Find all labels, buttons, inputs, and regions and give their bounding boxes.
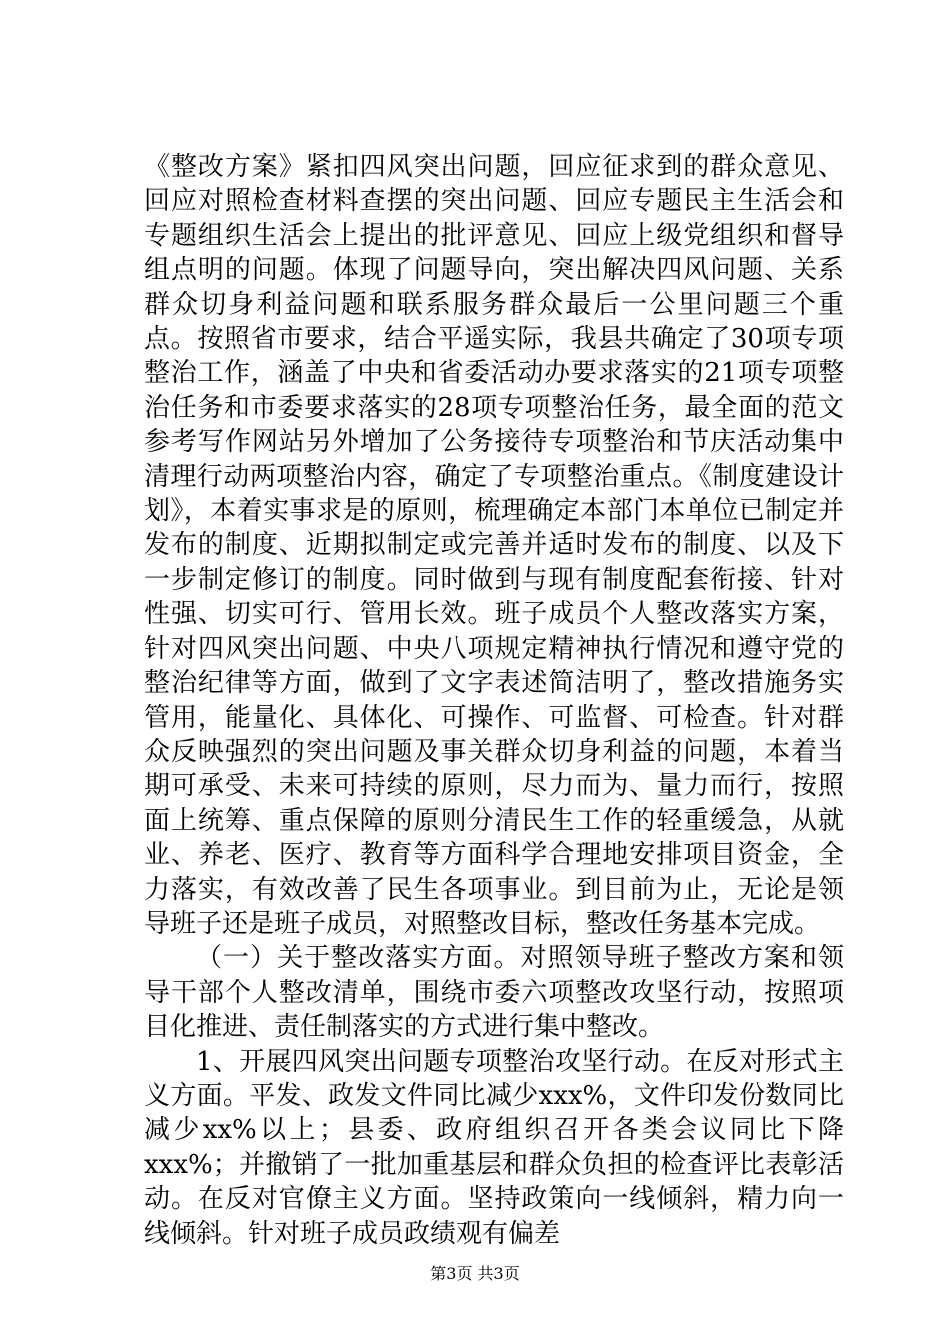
paragraph-rectification-section: （一）关于整改落实方面。对照领导班子整改方案和领导干部个人整改清单，围绕市委六项整改攻坚行动，按照项目化推进、责任制落实的方式进行集中整改。 (144, 943, 844, 1043)
paragraph-four-winds-action: 1、开展四风突出问题专项整治攻坚行动。在反对形式主义方面。平发、政发文件同比减少xxx%，文件印发份数同比减少xx%以上；县委、政府组织召开各类会议同比下降xxx%；并撤销了一批加重基层和群众负担的检查评比表彰活动。在反对官僚主义方面。坚持政策向一线倾斜，精力向一线倾斜。针对班子成员政绩观有偏差 (144, 1046, 844, 1249)
paragraph-plan-summary: 《整改方案》紧扣四风突出问题，回应征求到的群众意见、回应对照检查材料查摆的突出问题、回应专题民主生活会和专题组织生活会上提出的批评意见、回应上级党组织和督导组点明的问题。体现了问题导向，突出解决四风问题、关系群众切身利益问题和联系服务群众最后一公里问题三个重点。按照省市要求，结合平遥实际，我县共确定了30项专项整治工作，涵盖了中央和省委活动办要求落实的21项专项整治任务和市委要求落实的28项专项整治任务，最全面的范文参考写作网站另外增加了公务接待专项整治和节庆活动集中清理行动两项整治内容，确定了专项整治重点。《制度建设计划》，本着实事求是的原则，梳理确定本部门本单位已制定并发布的制度、近期拟制定或完善并适时发布的制度、以及下一步制定修订的制度。同时做到与现有制度配套衔接、针对性强、切实可行、管用长效。班子成员个人整改落实方案，针对四风突出问题、中央八项规定精神执行情况和遵守党的整治纪律等方面，做到了文字表述简洁明了，整改措施务实管用，能量化、具体化、可操作、可监督、可检查。针对群众反映强烈的突出问题及事关群众切身利益的问题，本着当期可承受、未来可持续的原则，尽力而为、量力而行，按照面上统筹、重点保障的原则分清民生工作的轻重缓急，从就业、养老、医疗、教育等方面科学合理地安排项目资金，全力落实，有效改善了民生各项事业。到目前为止，无论是领导班子还是班子成员，对照整改目标，整改任务基本完成。 (144, 152, 844, 939)
document-body (144, 150, 844, 1251)
page-footer: 第3页 共3页 (430, 1264, 520, 1283)
